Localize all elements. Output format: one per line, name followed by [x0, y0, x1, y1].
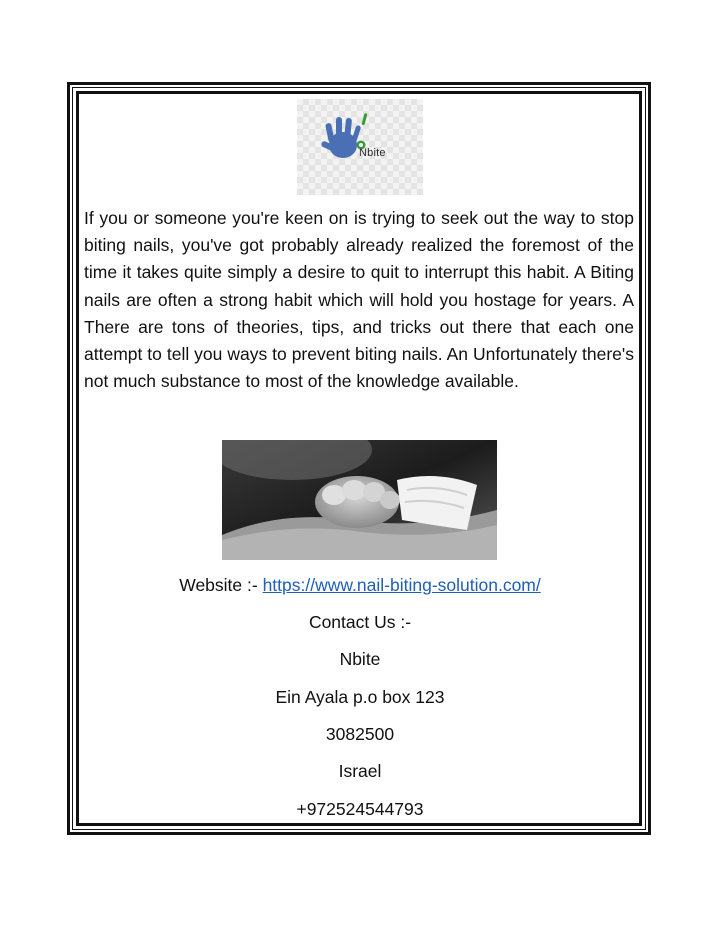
- phone-number: +972524544793: [296, 799, 424, 819]
- logo-text: Nbite: [359, 147, 386, 159]
- hand-logo-icon: [319, 109, 399, 169]
- body-paragraph: If you or someone you're keen on is trying to seek out the way to stop biting nails, you've got probably already realized the foremost of the time it takes quite simply a desire to quit to interrupt this habit. A Biting nails are often a strong habit which will hold you hostage for years. A There are tons of theories, tips, and tricks out there that each one attempt to tell you ways to prevent biting nails. An Unfortunately there's not much substance to most of the knowledge available.: [84, 208, 634, 392]
- postal-code: 3082500: [325, 724, 395, 744]
- address-line: Ein Ayala p.o box 123: [275, 687, 445, 707]
- baby-hand-photo: [222, 440, 497, 560]
- contact-heading: Contact Us :-: [308, 612, 412, 632]
- website-link[interactable]: https://www.nail-biting-solution.com/: [262, 575, 541, 595]
- website-line: [80, 574, 640, 596]
- company-name: Nbite: [339, 649, 381, 669]
- website-label: Website :-: [179, 575, 263, 595]
- nbite-logo: [297, 99, 423, 195]
- country: Israel: [338, 761, 382, 781]
